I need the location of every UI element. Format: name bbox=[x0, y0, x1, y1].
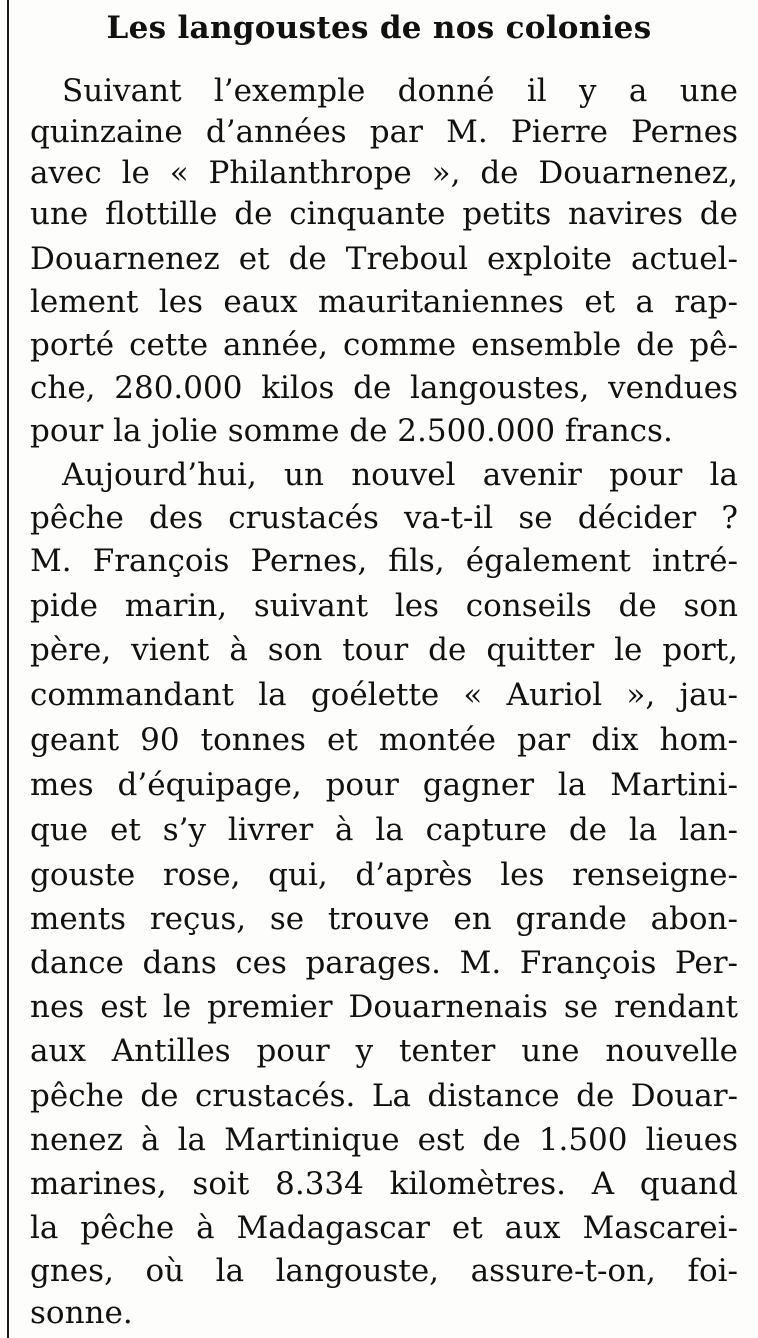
article-line: lement les eaux mauritaniennes et a rap- bbox=[30, 284, 738, 320]
article-line: ments reçus, se trouve en grande abon- bbox=[30, 901, 738, 937]
column-rule bbox=[7, 0, 9, 1338]
article-line: sonne. bbox=[30, 1295, 133, 1331]
article-line: nenez à la Martinique est de 1.500 lieues bbox=[30, 1122, 738, 1158]
article-line: la pêche à Madagascar et aux Mascarei- bbox=[30, 1210, 738, 1246]
article-line: dance dans ces parages. M. François Per- bbox=[30, 945, 738, 981]
article-line: pour la jolie somme de 2.500.000 francs. bbox=[30, 413, 673, 449]
article-line: pêche de crustacés. La distance de Douar- bbox=[30, 1078, 738, 1114]
article-line: M. François Pernes, fils, également intré- bbox=[30, 543, 738, 579]
article-line: une flottille de cinquante petits navires de bbox=[30, 196, 738, 232]
article-line: gnes, où la langouste, assure-t-on, foi- bbox=[30, 1253, 738, 1289]
article-line: aux Antilles pour y tenter une nouvelle bbox=[30, 1033, 738, 1069]
article-line: Aujourd’hui, un nouvel avenir pour la bbox=[62, 457, 738, 493]
article-line: pide marin, suivant les conseils de son bbox=[30, 588, 738, 624]
article-line: avec le « Philanthrope », de Douarnenez, bbox=[30, 155, 738, 191]
article-line: geant 90 tonnes et montée par dix hom- bbox=[30, 722, 738, 758]
article-line: gouste rose, qui, d’après les renseigne- bbox=[30, 857, 738, 893]
article-line: père, vient à son tour de quitter le port, bbox=[30, 632, 738, 668]
article-line: quinzaine d’années par M. Pierre Pernes bbox=[30, 114, 738, 150]
article-title: Les langoustes de nos colonies bbox=[106, 10, 652, 46]
article-line: commandant la goélette « Auriol », jau- bbox=[30, 677, 738, 713]
article-line: mes d’équipage, pour gagner la Martini- bbox=[30, 767, 738, 803]
article-line: che, 280.000 kilos de langoustes, vendues bbox=[30, 370, 738, 406]
article-line: que et s’y livrer à la capture de la lan- bbox=[30, 812, 738, 848]
article-line: Suivant l’exemple donné il y a une bbox=[62, 73, 738, 109]
article-line: nes est le premier Douarnenais se rendant bbox=[30, 989, 738, 1025]
article-line: marines, soit 8.334 kilomètres. A quand bbox=[30, 1166, 738, 1202]
article-line: pêche des crustacés va-t-il se décider ? bbox=[30, 500, 738, 536]
article-line: porté cette année, comme ensemble de pê- bbox=[30, 327, 738, 363]
article-line: Douarnenez et de Treboul exploite actuel- bbox=[30, 241, 738, 277]
